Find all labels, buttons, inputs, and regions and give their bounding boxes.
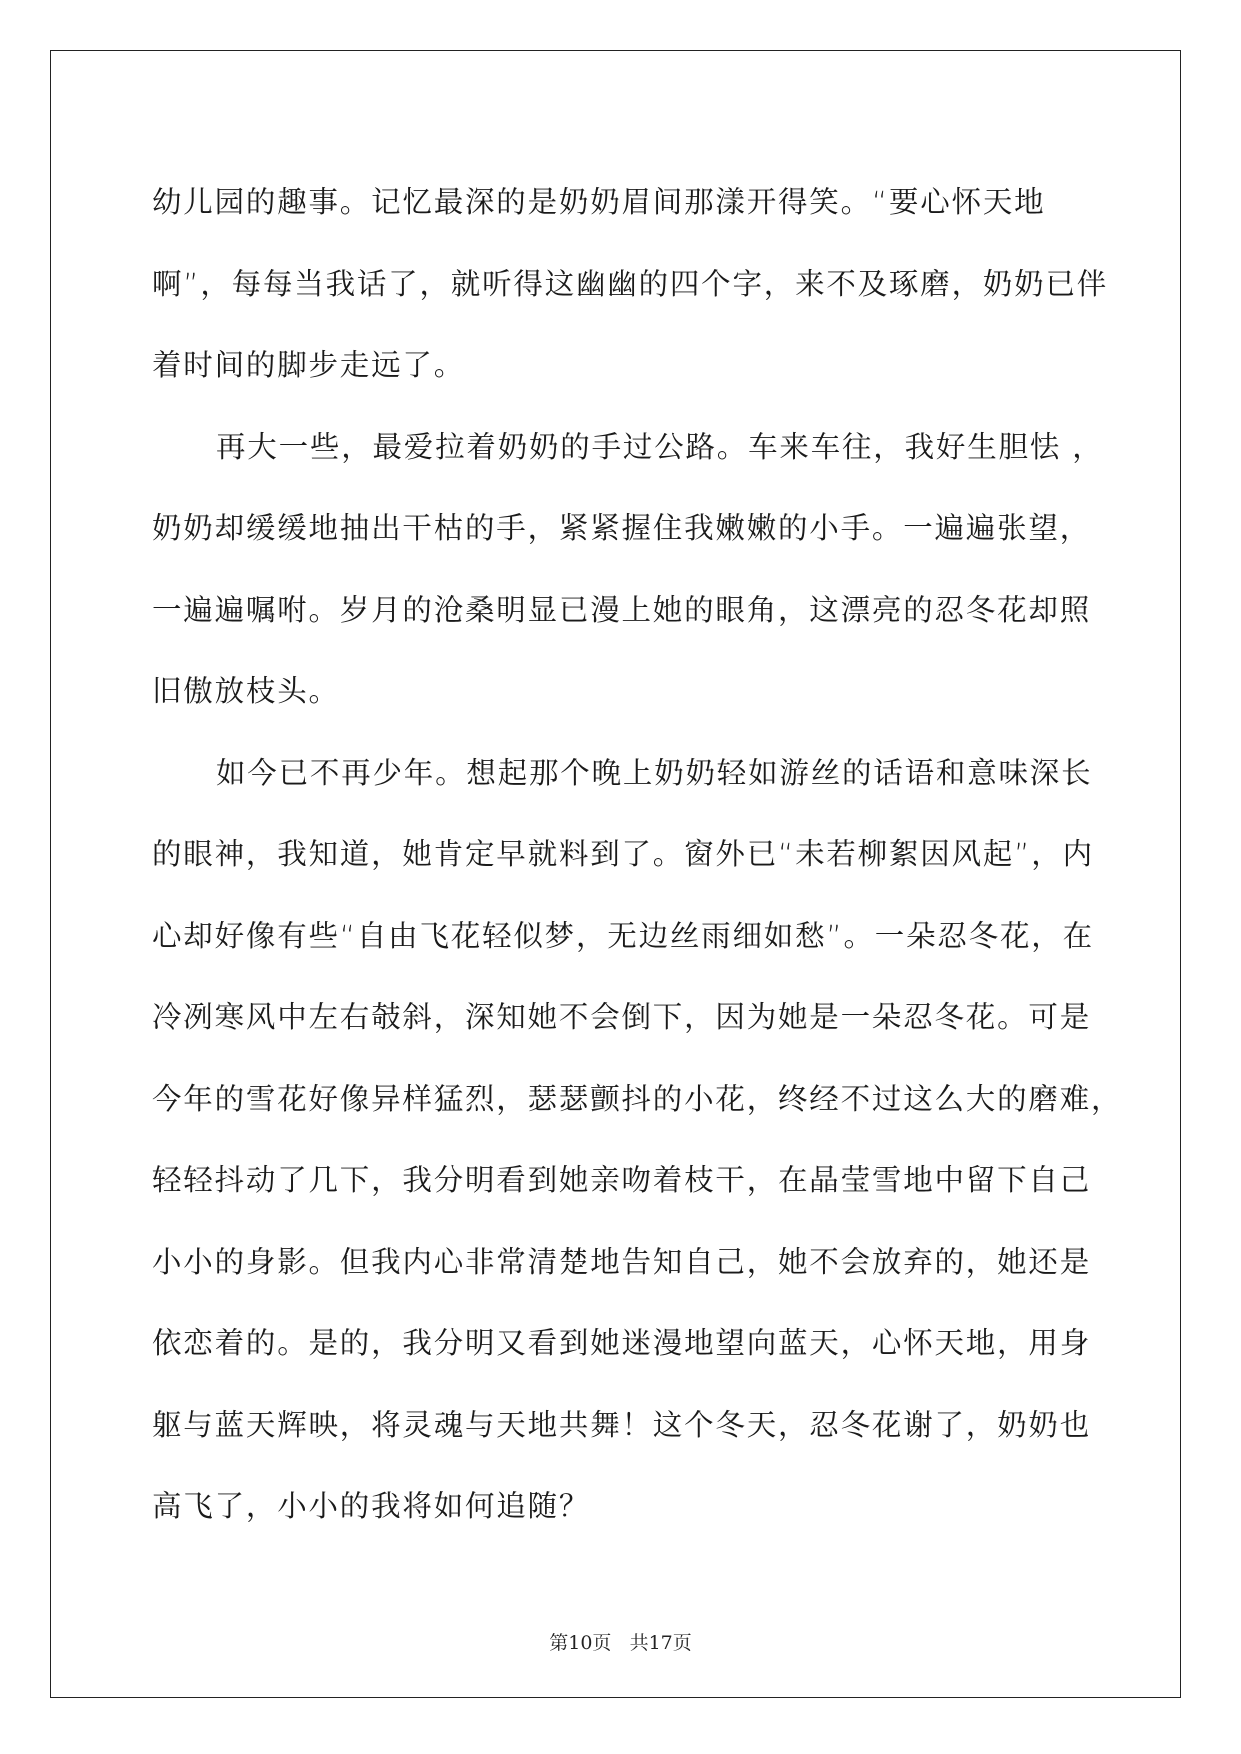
- text-line: 小小的身影。但我内心非常清楚地告知自己，她不会放弃的，她还是: [152, 1244, 1092, 1279]
- text-line: 一遍遍嘱咐。岁月的沧桑明显已漫上她的眼角，这漂亮的忍冬花却照: [152, 592, 1092, 627]
- paragraph: [152, 733, 1123, 1548]
- text-line: 心却好像有些“自由飞花轻似梦，无边丝雨细如愁”。一朵忍冬花，在: [152, 918, 1094, 953]
- text-line: 高飞了，小小的我将如何追随？: [152, 1489, 591, 1523]
- page-footer: [0, 1628, 1241, 1655]
- text-line: 旧傲放枝头。: [152, 674, 340, 708]
- text-line: 今年的雪花好像异样猛烈，瑟瑟颤抖的小花，终经不过这么大的磨难，: [152, 1081, 1123, 1116]
- text-line: 如今已不再少年。想起那个晚上奶奶轻如游丝的话语和意味深长: [216, 755, 1093, 790]
- text-line: 冷冽寒风中左右攲斜，深知她不会倒下，因为她是一朵忍冬花。可是: [152, 1000, 1092, 1034]
- page-number: 第10页: [549, 1632, 612, 1654]
- text-line: 幼儿园的趣事。记忆最深的是奶奶眉间那漾开得笑。“要心怀天地: [152, 185, 1046, 219]
- text-line: 再大一些，最爱拉着奶奶的手过公路。车来车往，我好生胆怯 ，: [216, 429, 1104, 464]
- text-line: 轻轻抖动了几下，我分明看到她亲吻着枝干，在晶莹雪地中留下自己: [152, 1163, 1092, 1197]
- page-total: 共17页: [629, 1632, 692, 1654]
- paragraph: [152, 407, 1104, 733]
- paragraph: [152, 162, 1109, 407]
- text-line: 的眼神，我知道，她肯定早就料到了。窗外已“未若柳絮因风起”，内: [152, 837, 1094, 871]
- text-line: 依恋着的。是的，我分明又看到她迷漫地望向蓝天，心怀天地，用身: [152, 1326, 1092, 1360]
- document-body: [152, 162, 1123, 1548]
- text-line: 啊”，每每当我话了，就听得这幽幽的四个字，来不及琢磨，奶奶已伴: [152, 266, 1109, 301]
- text-line: 奶奶却缓缓地抽出干枯的手，紧紧握住我嫩嫩的小手。一遍遍张望，: [152, 511, 1092, 545]
- text-line: 躯与蓝天辉映，将灵魂与天地共舞！这个冬天，忍冬花谢了，奶奶也: [152, 1407, 1092, 1442]
- text-line: 着时间的脚步走远了。: [152, 348, 466, 382]
